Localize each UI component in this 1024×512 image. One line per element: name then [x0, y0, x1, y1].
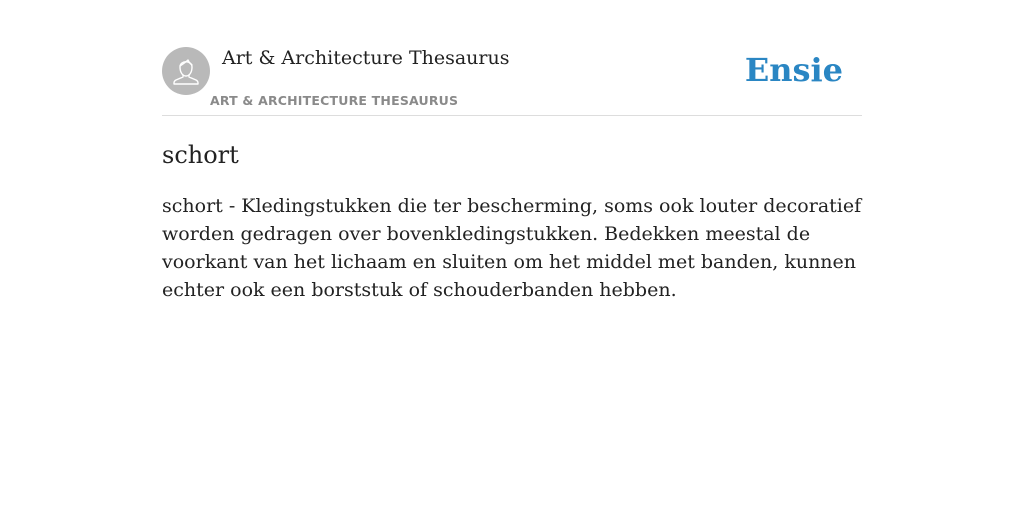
user-silhouette-icon — [162, 47, 210, 95]
page-content — [162, 0, 862, 301]
avatar[interactable] — [162, 47, 210, 95]
source-subtitle[interactable]: ART & ARCHITECTURE THESAURUS — [210, 93, 459, 108]
source-title[interactable]: Art & Architecture Thesaurus — [222, 47, 510, 69]
entry-definition: schort - Kledingstukken die ter bescherming, soms ook louter decoratief worden gedragen over bovenkledingstukken. Bedekken meestal de voorkant van het lichaam en sluiten om het middel met banden, kunnen echter ook een borststuk of schouderbanden hebben. — [162, 195, 862, 301]
ensie-logo[interactable]: Ensie — [744, 51, 843, 89]
entry-term: schort — [162, 141, 239, 169]
source-header — [162, 0, 862, 116]
